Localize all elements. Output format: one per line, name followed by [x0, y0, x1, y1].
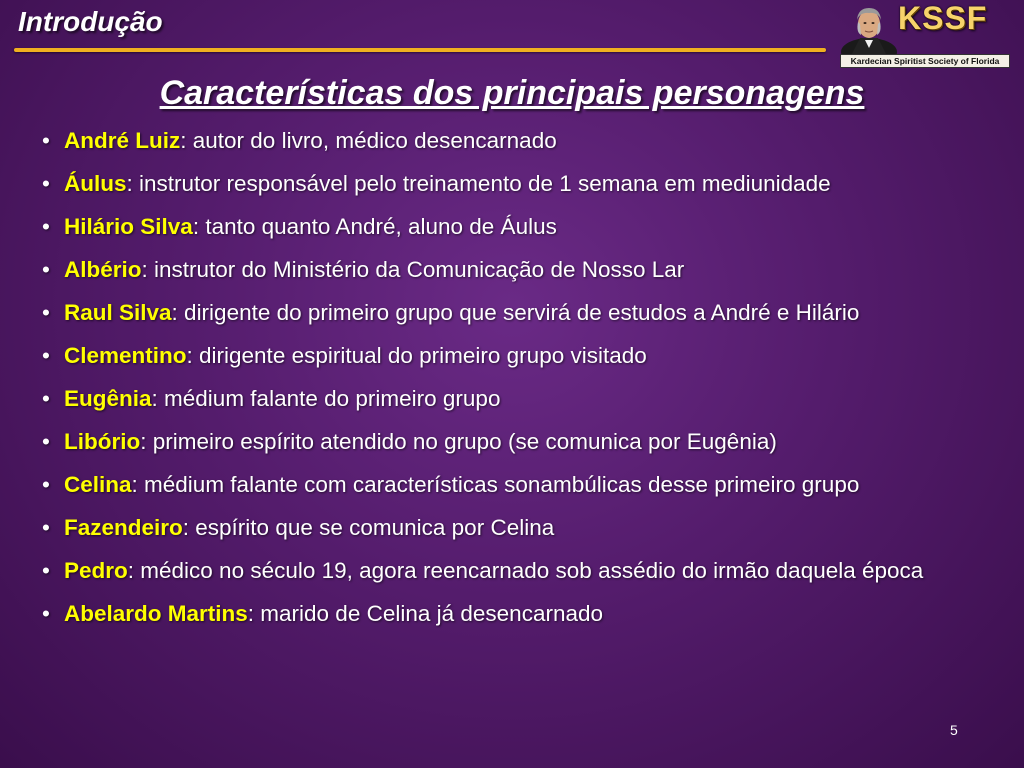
character-description: : tanto quanto André, aluno de Áulus	[192, 214, 557, 239]
bullet-icon: •	[42, 257, 50, 282]
bullet-icon: •	[42, 300, 50, 325]
character-item	[40, 167, 1000, 201]
character-description: : autor do livro, médico desencarnado	[180, 128, 557, 153]
character-description: : dirigente do primeiro grupo que servirá de estudos a André e Hilário	[171, 300, 860, 325]
bullet-icon: •	[42, 515, 50, 540]
logo-subtitle: Kardecian Spiritist Society of Florida	[840, 54, 1010, 68]
character-name: Clementino	[64, 343, 187, 368]
character-item	[40, 597, 1000, 631]
character-description: : marido de Celina já desencarnado	[247, 601, 604, 626]
character-item	[40, 382, 1000, 416]
character-name: Hilário Silva	[64, 214, 193, 239]
logo-text: KSSF	[898, 0, 988, 36]
character-item	[40, 339, 1000, 373]
kssf-logo	[838, 2, 1010, 66]
character-name: Celina	[64, 472, 132, 497]
character-name: Abelardo Martins	[64, 601, 248, 626]
character-description: : médico no século 19, agora reencarnado sob assédio do irmão daquela época	[127, 558, 924, 583]
character-name: Pedro	[64, 558, 128, 583]
character-description: : primeiro espírito atendido no grupo (se comunica por Eugênia)	[140, 429, 777, 454]
character-item	[40, 468, 1000, 502]
character-description: : médium falante com características sonambúlicas desse primeiro grupo	[131, 472, 860, 497]
portrait-icon	[838, 2, 900, 54]
character-item	[40, 511, 1000, 545]
title-underline-rule	[14, 48, 826, 52]
slide-heading: Características dos principais personagens	[159, 74, 865, 112]
character-item	[40, 554, 1000, 588]
bullet-icon: •	[42, 601, 50, 626]
character-name: Eugênia	[64, 386, 152, 411]
character-item	[40, 253, 1000, 287]
page-number: 5	[950, 722, 958, 738]
character-name: Raul Silva	[64, 300, 172, 325]
character-name: Áulus	[64, 171, 127, 196]
section-title: Introdução	[18, 6, 163, 37]
bullet-icon: •	[42, 472, 50, 497]
bullet-icon: •	[42, 214, 50, 239]
character-description: : instrutor do Ministério da Comunicação de Nosso Lar	[141, 257, 685, 282]
bullet-icon: •	[42, 343, 50, 368]
bullet-icon: •	[42, 386, 50, 411]
character-item	[40, 124, 1000, 158]
bullet-icon: •	[42, 171, 50, 196]
character-item	[40, 425, 1000, 459]
character-name: Albério	[64, 257, 142, 282]
bullet-icon: •	[42, 429, 50, 454]
character-name: André Luiz	[64, 128, 181, 153]
character-name: Libório	[64, 429, 141, 454]
character-item	[40, 296, 1000, 330]
character-description: : espírito que se comunica por Celina	[182, 515, 555, 540]
character-name: Fazendeiro	[64, 515, 183, 540]
character-description: : dirigente espiritual do primeiro grupo visitado	[186, 343, 647, 368]
character-item	[40, 210, 1000, 244]
bullet-icon: •	[42, 128, 50, 153]
character-description: : instrutor responsável pelo treinamento de 1 semana em mediunidade	[126, 171, 831, 196]
character-list	[40, 124, 1000, 640]
character-description: : médium falante do primeiro grupo	[151, 386, 501, 411]
bullet-icon: •	[42, 558, 50, 583]
